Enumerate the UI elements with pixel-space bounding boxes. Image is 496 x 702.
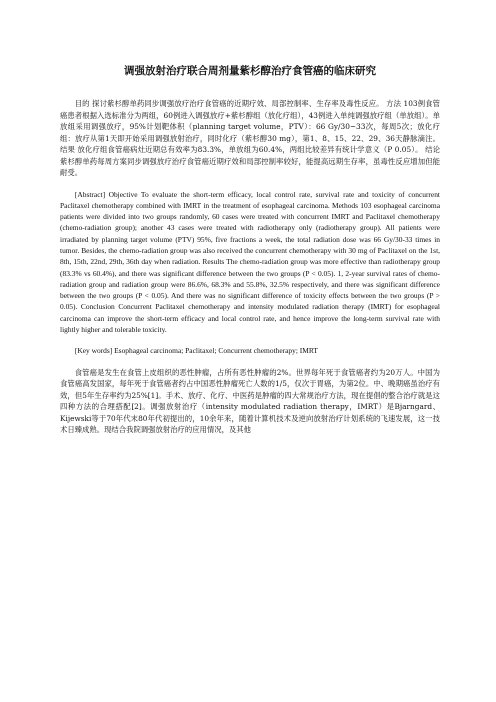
abstract-chinese: 目的 探讨紫杉醇单药同步调强放疗治疗食管癌的近期疗效、局部控制率、生存率及毒性反应。 方法 103例食管癌患者根据入选标准分为两组，60例进入调强放疗+紫杉醇组（放化疗组），43例进入单纯调强放疗组（单放组）。单放组采用调强放疗，95%计划靶体积（planning target volume，PTV）：66 Gy/30~33次，每周5次；放化疗组：放疗从第1天即开始采用调强放射治疗，同时化疗（紫杉醇30 mg），第1、8、15、22、29、36天静脉滴注。 结果 放化疗组食管癌病灶近期总有效率为83.3%，单放组为60.4%，两组比较差异有统计学意义（P 0.05）。 结论 紫杉醇单药每周方案同步调强放疗治疗食管癌近期疗效和局部控制率较好，能提高远期生存率，虽毒性反应增加但能耐受。: [60, 99, 440, 177]
document-page: [60, 64, 440, 446]
keywords-english: [Key words] Esophageal carcinoma; Paclitaxel; Concurrent chemotherapy; IMRT: [74, 346, 318, 356]
paper-title: 调强放射治疗联合周剂量紫杉醇治疗食管癌的临床研究: [124, 65, 376, 77]
body-introduction: 食管癌是发生在食管上皮组织的恶性肿瘤，占所有恶性肿瘤的2%。世界每年死于食管癌者约为20万人。中国为食管癌高发国家，每年死于食管癌者约占中国恶性肿瘤死亡人数的1/5，仅次于胃癌，为第2位。中、晚期癌虽治疗有效，但5年生存率约为25%[1]。手术、放疗、化疗、中医药是肿瘤的四大常规治疗方法，现在提倡的整合治疗就是这四种方法的合理搭配[2]。调强放射治疗（intensity modulated radiation therapy，IMRT）是Bjarngard、Kijewski等于70年代末80年代初提出的，10余年来，随着计算机技术及逆向放射治疗计划系统的飞速发展，这一技术日臻成熟。现结合我院调强放射治疗的应用情况，及其他: [60, 367, 440, 435]
abstract-english: [Abstract] Objective To evaluate the short-term efficacy, local control rate, survival rate and toxicity of concurrent Paclitaxel chemotherapy combined with IMRT in the treatment of esophageal carcinoma. Methods 103 esophageal carcinoma patients were divided into two groups randomly, 60 cases were treated with concurrent IMRT and Paclitaxel chemotherapy (chemo-radiation group); another 43 cases were treated with radiotherapy only (radiotherapy group). All patients were irradiated by planning target volume (PTV) 95%, five fractions a week, the total radiation dose was 66 Gy/30-33 times in tumor. Besides, the chemo-radiation group was also received the concurrent chemotherapy with 30 mg of Paclitaxel on the 1st, 8th, 15th, 22nd, 29th, 36th day when radiation. Results The chemo-radiation group was more effective than radiotherapy group (83.3% vs 60.4%), and there was significant difference between the two groups (P < 0.05). 1, 2-year survival rates of chemo-radiation group and radiation group were 86.6%, 68.3% and 55.8%, 32.5% respectively, and there was significant difference between the two groups (P < 0.05). And there was no significant difference of toxicity effects between the two groups (P > 0.05). Conclusion Concurrent Paclitaxel chemotherapy and intensity modulated radiation therapy (IMRT) for esophageal carcinoma can improve the short-term efficacy and local control rate, and hence improve the long-term survival rate with lightly higher and tolerable toxicity.: [60, 189, 440, 335]
